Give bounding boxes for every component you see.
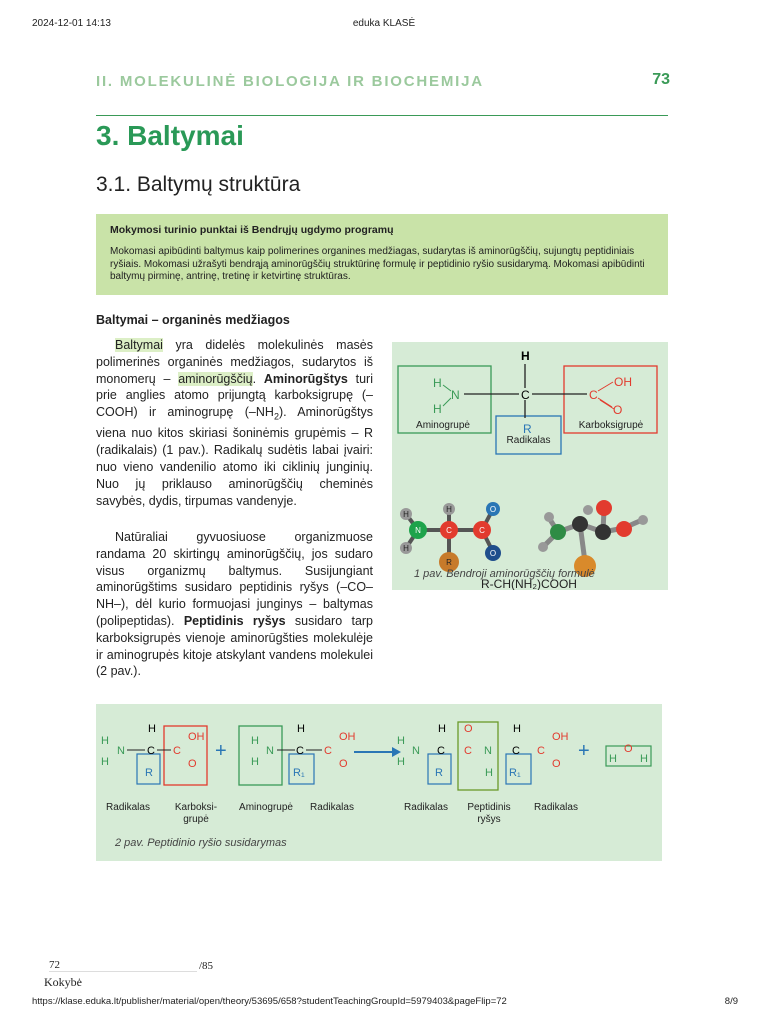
- figure-2-label-radical-3: Radikalas: [404, 802, 448, 813]
- print-timestamp: 2024-12-01 14:13: [32, 18, 111, 29]
- term-aminorugsciu: aminorūgščių: [178, 371, 253, 386]
- amino-acid-formula-diagram: [392, 342, 668, 590]
- svg-text:C: C: [537, 745, 545, 757]
- program-box-body: Mokomasi apibūdinti baltymus kaip polimerines organines medžiagas, sudarytas iš aminorūgščių, sujungtų peptidiniais ryšiais. Mokomasi užrašyti bendrąją aminorūgščių struktūrinę formulę ir peptidinio ryšio susidarymą. Mokomasi apibūdinti baltymų pirminę, antrinę, tretinę ir ketvirtinę struktūras.: [110, 246, 645, 282]
- figure-1-radical-label: Radikalas: [506, 435, 551, 446]
- svg-text:R: R: [435, 767, 443, 779]
- figure-1-carboxyl-label: Karboksigrupė: [578, 420, 644, 431]
- figure-2-label-carboxyl: Karboksi- grupė: [174, 802, 218, 825]
- figure-2-caption: 2 pav. Peptidinio ryšio susidarymas: [115, 837, 287, 849]
- svg-text:R: R: [446, 558, 452, 567]
- svg-text:H: H: [446, 505, 452, 514]
- svg-text:H: H: [397, 756, 405, 768]
- svg-text:H: H: [521, 349, 530, 363]
- quality-label[interactable]: Kokybė: [44, 975, 82, 989]
- svg-text:O: O: [464, 723, 473, 735]
- svg-text:O: O: [489, 505, 497, 514]
- svg-text:N: N: [415, 526, 421, 535]
- figure-2-label-radical-1: Radikalas: [106, 802, 150, 813]
- svg-text:H: H: [513, 723, 521, 735]
- print-page-count: 8/9: [724, 996, 738, 1007]
- svg-text:R: R: [145, 767, 153, 779]
- term-baltymai: Baltymai: [115, 338, 163, 352]
- svg-text:+: +: [215, 740, 227, 762]
- svg-text:H: H: [101, 756, 109, 768]
- svg-text:C: C: [324, 745, 332, 757]
- chapter-title: 3. Baltymai: [96, 120, 244, 151]
- svg-text:O: O: [613, 403, 623, 417]
- svg-text:H: H: [433, 376, 442, 390]
- svg-text:H: H: [433, 402, 442, 416]
- svg-text:OH: OH: [552, 731, 569, 743]
- svg-text:C: C: [589, 388, 598, 402]
- svg-text:N: N: [412, 745, 420, 757]
- svg-text:H: H: [297, 723, 305, 735]
- svg-text:C: C: [437, 745, 445, 757]
- svg-text:R₁: R₁: [293, 767, 305, 779]
- figure-1: [392, 342, 668, 590]
- page-number: 73: [652, 71, 670, 88]
- svg-text:R₁: R₁: [509, 767, 521, 779]
- page-total: /85: [199, 960, 214, 972]
- svg-text:R: R: [523, 422, 532, 436]
- figure-2-label-radical-4: Radikalas: [534, 802, 578, 813]
- svg-text:N: N: [266, 745, 274, 757]
- svg-text:C: C: [173, 745, 181, 757]
- svg-text:O: O: [339, 758, 348, 770]
- svg-text:H: H: [397, 735, 405, 747]
- svg-text:H: H: [609, 753, 617, 765]
- svg-text:N: N: [451, 388, 460, 402]
- print-header: [0, 0, 768, 30]
- svg-text:OH: OH: [188, 731, 205, 743]
- svg-text:OH: OH: [339, 731, 356, 743]
- svg-text:H: H: [403, 544, 409, 553]
- figure-1-formula: R-CH(NH₂)COOH: [481, 577, 577, 590]
- section-heading: II. MOLEKULINĖ BIOLOGIJA IR BIOCHEMIJA: [96, 73, 484, 90]
- paragraph-1: Baltymai yra didelės molekulinės masės polimerinės organinės medžiagos, sudarytos iš monomerų – aminorūgščių. Aminorūgštys turi prie anglies atomo prijungtą karboksigrupę (–COOH) ir aminogrupę $(-NH_2)$. Aminorūgštys viena nuo kitos skiriasi šoninėmis grupėmis – R (radikalais) (1 pav.). Radikalų sudėtis labai įvairi: nuo vieno vandenilio atomo iki ciklinių junginių. Nuo jų priklauso aminorūgščių cheminės savybės, dydis, tirpumas vandenyje.: [96, 338, 374, 508]
- svg-text:C: C: [147, 745, 155, 757]
- svg-text:+: +: [578, 740, 590, 762]
- book-page: [48, 40, 732, 952]
- svg-text:H: H: [403, 510, 409, 519]
- subchapter-title: 3.1. Baltymų struktūra: [96, 173, 301, 196]
- svg-text:H: H: [148, 723, 156, 735]
- svg-text:C: C: [521, 388, 530, 402]
- svg-text:O: O: [552, 758, 561, 770]
- page-input[interactable]: 72: [49, 959, 197, 972]
- svg-text:C: C: [479, 526, 485, 535]
- svg-text:O: O: [188, 758, 197, 770]
- program-box: [96, 214, 668, 295]
- svg-text:H: H: [101, 735, 109, 747]
- svg-text:H: H: [640, 753, 648, 765]
- paragraph-2: Natūraliai gyvuosiuose organizmuose randama 20 skirtingų aminorūgščių, jos sudaro visus organizmų baltymus. Susijungiant aminorūgštims susidaro peptidinis ryšys (–CO–NH–), dėl kurio formuojasi junginys – baltymas (polipeptidas). Peptidinis ryšys susidaro tarp karboksigrupės vienoje aminorūgšties molekulėje ir aminogrupės kitoje atskylant vandens molekulei (2 pav.).: [96, 530, 374, 679]
- svg-text:C: C: [446, 526, 452, 535]
- svg-text:C: C: [464, 745, 472, 757]
- program-box-title: Mokymosi turinio punktai iš Bendrųjų ugdymo programų: [110, 224, 394, 236]
- page-indicator: [47, 959, 213, 972]
- figure-2-label-amino: Aminogrupė: [239, 802, 293, 813]
- svg-text:H: H: [438, 723, 446, 735]
- svg-text:O: O: [624, 743, 633, 755]
- svg-text:H: H: [251, 756, 259, 768]
- svg-text:N: N: [117, 745, 125, 757]
- svg-text:N: N: [484, 745, 492, 757]
- svg-text:C: C: [296, 745, 304, 757]
- figure-2-label-radical-2: Radikalas: [310, 802, 354, 813]
- section-subheading: Baltymai – organinės medžiagos: [96, 313, 290, 327]
- svg-text:O: O: [489, 549, 497, 558]
- figure-1-caption: 1 pav. Bendroji aminorūgščių formulė: [414, 568, 595, 580]
- svg-text:H: H: [251, 735, 259, 747]
- figure-1-amino-label: Aminogrupė: [416, 420, 470, 431]
- figure-2: [96, 704, 662, 861]
- svg-text:H: H: [485, 767, 493, 779]
- svg-text:OH: OH: [614, 375, 632, 389]
- print-url: https://klase.eduka.lt/publisher/material/open/theory/53695/658?studentTeachingGroupId=5979403&pageFlip=72: [32, 996, 507, 1007]
- svg-text:C: C: [512, 745, 520, 757]
- header-rule: [96, 115, 668, 116]
- print-site-title: eduka KLASĖ: [352, 18, 416, 29]
- figure-2-label-peptide-bond: Peptidinis ryšys: [467, 802, 511, 825]
